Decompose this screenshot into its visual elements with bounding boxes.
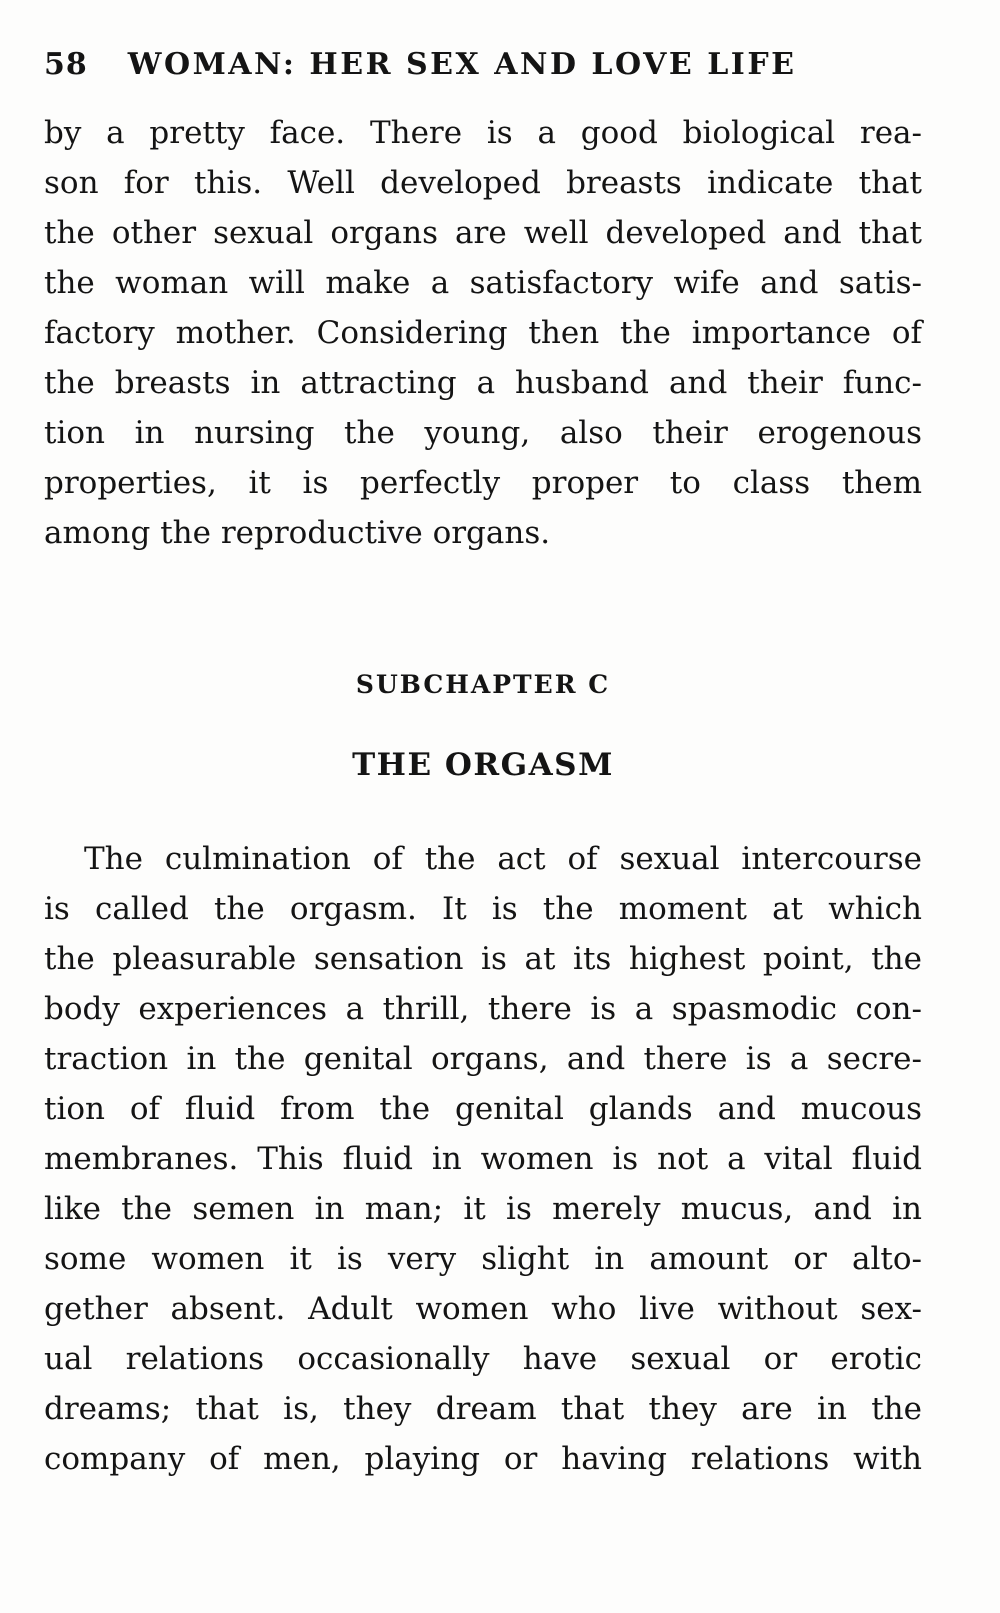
text-line: by a pretty face. There is a good biological rea-: [44, 115, 922, 151]
text-line: the breasts in attracting a husband and their func-: [44, 365, 922, 401]
page-number: 58: [44, 47, 88, 82]
text-line: the woman will make a satisfactory wife and satis-: [44, 265, 922, 301]
text-line: The culmination of the act of sexual intercourse: [84, 841, 922, 877]
text-line: dreams; that is, they dream that they are in the: [44, 1391, 922, 1427]
subchapter-title: THE ORGASM: [352, 747, 614, 783]
text-line: factory mother. Considering then the importance of: [44, 315, 922, 351]
paragraph-2: [44, 834, 922, 1484]
text-line: traction in the genital organs, and there is a secre-: [44, 1041, 922, 1077]
text-line: ual relations occasionally have sexual or erotic: [44, 1341, 922, 1377]
page-header: [44, 46, 922, 84]
text-line: like the semen in man; it is merely mucus, and in: [44, 1191, 922, 1227]
text-line: son for this. Well developed breasts indicate that: [44, 165, 922, 201]
text-line: company of men, playing or having relations with: [44, 1441, 922, 1477]
text-line: properties, it is perfectly proper to class them: [44, 465, 922, 501]
text-line: tion of fluid from the genital glands and mucous: [44, 1091, 922, 1127]
paragraph-1: [44, 108, 922, 558]
text-line: the other sexual organs are well developed and that: [44, 215, 922, 251]
text-line: body experiences a thrill, there is a spasmodic con-: [44, 991, 922, 1027]
text-line: among the reproductive organs.: [44, 515, 551, 551]
text-line: the pleasurable sensation is at its highest point, the: [44, 941, 922, 977]
text-line: is called the orgasm. It is the moment at which: [44, 891, 922, 927]
running-title: WOMAN: HER SEX AND LOVE LIFE: [127, 47, 797, 82]
subchapter-label: SUBCHAPTER C: [355, 670, 611, 699]
text-line: gether absent. Adult women who live without sex-: [44, 1291, 922, 1327]
text-line: membranes. This fluid in women is not a vital fluid: [44, 1141, 922, 1177]
text-line: tion in nursing the young, also their erogenous: [44, 415, 922, 451]
text-line: some women it is very slight in amount or alto-: [44, 1241, 922, 1277]
